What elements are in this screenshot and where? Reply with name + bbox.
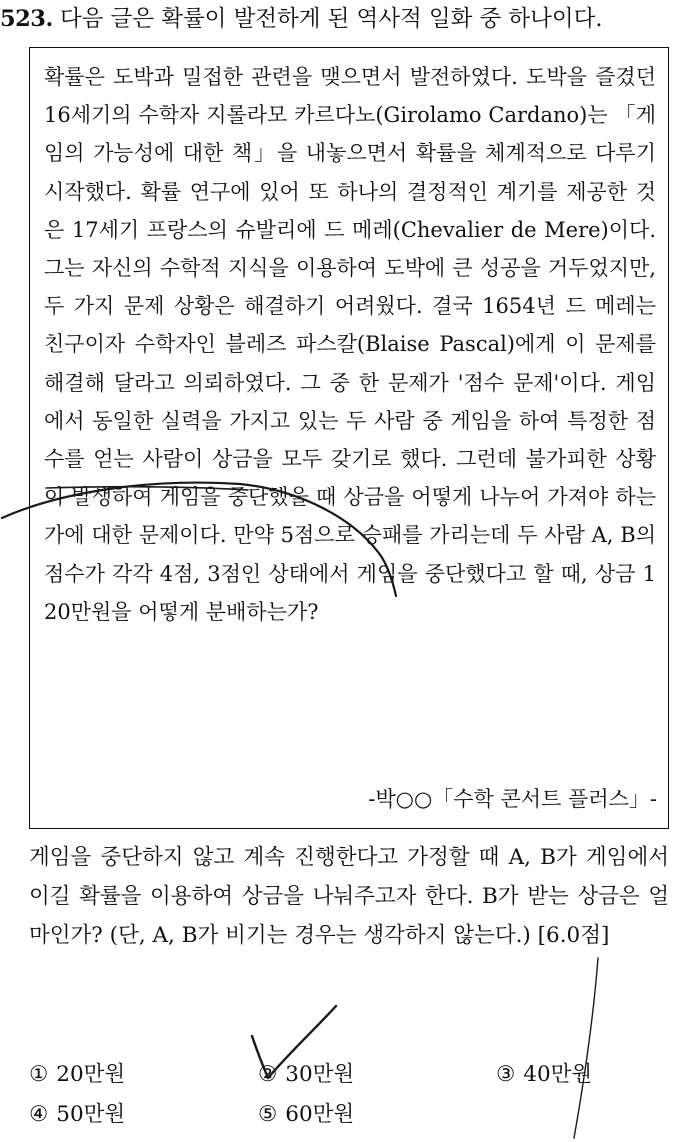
passage-text: 확률은 도박과 밀접한 관련을 맺으면서 발전하였다. 도박을 즐겼던 16세기의 수학자 지롤라모 카르다노(Girolamo Cardano)는 「게임의 가능성에 대한 책」을 내놓으면서 확률을 체계적으로 다루기 시작했다. 확률 연구에 있어 또 하나의 결정적인 계기를 제공한 것은 17세기 프랑스의 슈발리에 드 메레(Chevalier de Mere)이다. 그는 자신의 수학적 지식을 이용하여 도박에 큰 성공을 거두었지만, 두 가지 문제 상황은 해결하기 어려웠다. 결국 1654년 드 메레는 친구이자 수학자인 블레즈 파스칼(Blaise Pascal)에게 이 문제를 해결해 달라고 의뢰하였다. 그 중 한 문제가 '점수 문제'이다. 게임에서 동일한 실력을 가지고 있는 두 사람 중 게임을 하여 특정한 점수를 얻는 사람이 상금을 모두 갖기로 했다. 그런데 불가피한 상황이 발생하여 게임을 중단했을 때 상금을 어떻게 나누어 가져야 하는가에 대한 문제이다. 만약 5점으로 승패를 가리는데 두 사람 A, B의 점수가 각각 4점, 3점인 상태에서 게임을 중단했다고 할 때, 상금 120만원을 어떻게 분배하는가? [44, 65, 656, 624]
choice-1[interactable] [29, 1058, 125, 1092]
question-stem: 다음 글은 확률이 발전하게 된 역사적 일화 중 하나이다. [59, 6, 603, 32]
choice-3-mark: ③ [496, 1062, 516, 1087]
passage-source: -박○○「수학 콘서트 플러스」- [368, 787, 657, 811]
choice-1-label: 20만원 [56, 1062, 126, 1087]
question-number: 523. [0, 6, 53, 32]
choice-2-mark: ② [258, 1062, 278, 1087]
choice-3[interactable] [496, 1058, 592, 1092]
choice-3-label: 40만원 [523, 1062, 593, 1087]
question-prompt: 게임을 중단하지 않고 계속 진행한다고 가정할 때 A, B가 게임에서 이길 확률을 이용하여 상금을 나눠주고자 한다. B가 받는 상금은 얼마인가? (단, A, B가 비기는 경우는 생각하지 않는다.) [6.0점] [29, 845, 669, 948]
choice-5-mark: ⑤ [258, 1102, 278, 1127]
choice-2[interactable] [258, 1058, 354, 1092]
question-header [0, 2, 679, 36]
choice-5[interactable] [258, 1098, 354, 1132]
pen-stroke-vertical [574, 958, 598, 1138]
choice-4[interactable] [29, 1098, 125, 1132]
choice-1-mark: ① [29, 1062, 49, 1087]
choice-4-label: 50만원 [56, 1102, 126, 1127]
choice-5-label: 60만원 [285, 1102, 355, 1127]
choice-4-mark: ④ [29, 1102, 49, 1127]
choice-2-label: 30만원 [285, 1062, 355, 1087]
